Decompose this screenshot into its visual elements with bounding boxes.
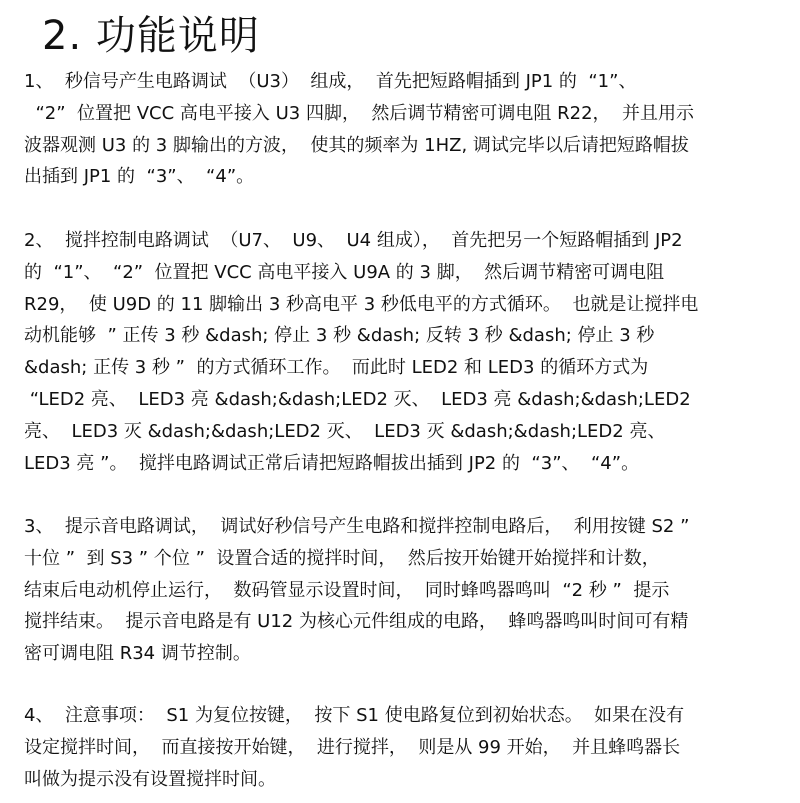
text-line: 波器观测 U3 的 3 脚输出的方波， 使其的频率为 1HZ, 调试完毕以后请把短路帽拔 <box>24 134 689 156</box>
text-line: 4、 注意事项： S1 为复位按键， 按下 S1 使电路复位到初始状态。 如果在没有 <box>24 705 685 726</box>
text-line: 设定搅拌时间， 而直接按开始键， 进行搅拌， 则是从 99 开始， 并且蜂鸣器长 <box>24 736 681 758</box>
text-line: 出插到 JP1 的 “3”、 “4”。 <box>24 166 255 188</box>
section-title: 2. 功能说明 <box>42 13 260 59</box>
text-line: LED3 亮 ”。 搅拌电路调试正常后请把短路帽拔出插到 JP2 的 “3”、 “4”。 <box>24 452 640 474</box>
text-line: R29， 使 U9D 的 11 脚输出 3 秒高电平 3 秒低电平的方式循环。 也就是让搅拌电 <box>24 293 699 315</box>
text-line: 亮、 LED3 灭 &dash;&dash;LED2 灭、 LED3 灭 &dash;&dash;LED2 亮、 <box>24 420 666 442</box>
text-line: 密可调电阻 R34 调节控制。 <box>24 643 251 665</box>
text-line: 的 “1”、 “2” 位置把 VCC 高电平接入 U9A 的 3 脚， 然后调节精密可调电阻 <box>24 261 665 283</box>
text-line: 结束后电动机停止运行， 数码管显示设置时间， 同时蜂鸣器鸣叫 “2 秒 ” 提示 <box>24 579 670 601</box>
text-line: 搅拌结束。 提示音电路是有 U12 为核心元件组成的电路， 蜂鸣器鸣叫时间可有精 <box>24 611 689 633</box>
text-line: 十位 ” 到 S3 ” 个位 ” 设置合适的搅拌时间， 然后按开始键开始搅拌和计数， <box>24 547 660 569</box>
text-line: “2” 位置把 VCC 高电平接入 U3 四脚， 然后调节精密可调电阻 R22， 并且用示 <box>24 102 694 124</box>
paragraph-3 <box>24 511 786 670</box>
text-line: “LED2 亮、 LED3 亮 &dash;&dash;LED2 灭、 LED3 亮 &dash;&dash;LED2 <box>24 388 691 410</box>
text-line: &dash; 正传 3 秒 ” 的方式循环工作。 而此时 LED2 和 LED3 的循环方式为 <box>24 357 649 379</box>
paragraph-1 <box>24 66 786 193</box>
text-line: 1、 秒信号产生电路调试 （U3） 组成， 首先把短路帽插到 JP1 的 “1”、 <box>24 71 637 92</box>
text-line: 2、 搅拌控制电路调试 （U7、 U9、 U4 组成）， 首先把另一个短路帽插到 JP2 <box>24 230 683 251</box>
text-line: 动机能够 ” 正传 3 秒 &dash; 停止 3 秒 &dash; 反转 3 秒 &dash; 停止 3 秒 <box>24 325 655 347</box>
text-line: 3、 提示音电路调试， 调试好秒信号产生电路和搅拌控制电路后， 利用按键 S2 ” <box>24 516 690 537</box>
paragraph-4 <box>24 700 786 795</box>
paragraph-2 <box>24 225 786 479</box>
text-line: 叫做为提示没有设置搅拌时间。 <box>24 768 276 790</box>
